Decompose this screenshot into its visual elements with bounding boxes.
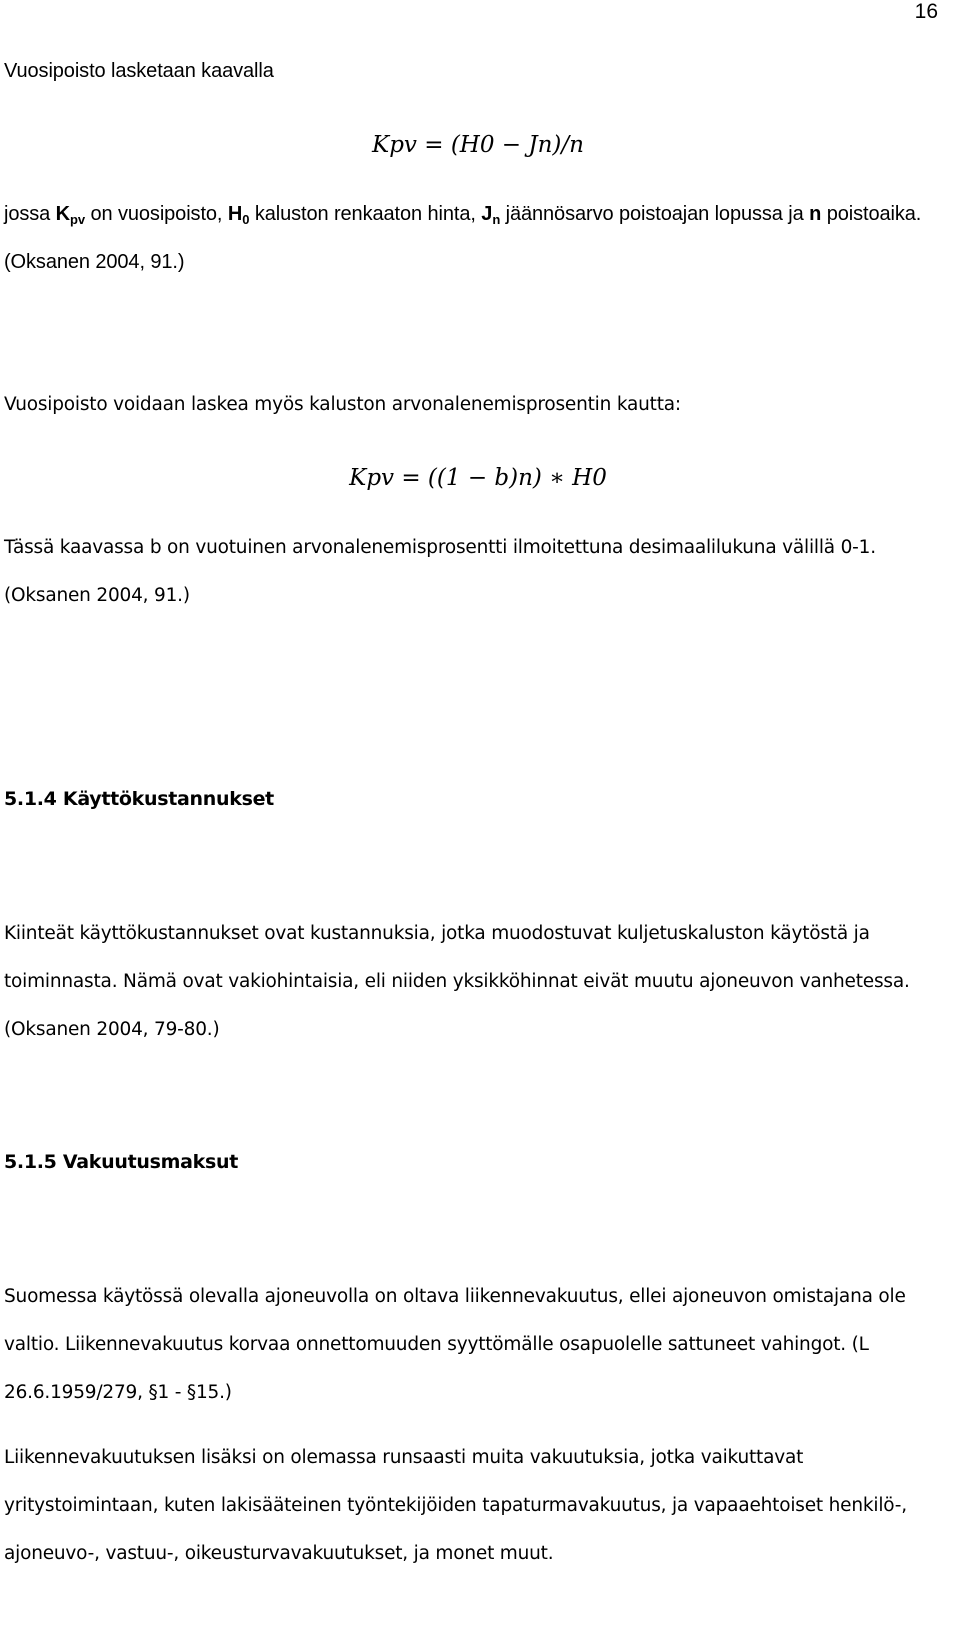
operating-costs-text: Kiinteät käyttökustannukset ovat kustannuksia, jotka muodostuvat kuljetuskaluston käytöstä ja toiminnasta. Nämä ovat vakiohintaisia, eli niiden yksikköhinnat eivät muutu ajoneuvon vanhetessa. (Oksanen 2004, 79-80.) xyxy=(4,923,910,1040)
depreciation-intro: Vuosipoisto lasketaan kaavalla xyxy=(4,60,274,82)
var-n: n xyxy=(809,203,822,225)
page-number: 16 xyxy=(914,0,938,23)
insurance-text-2: Liikennevakuutuksen lisäksi on olemassa runsaasti muita vakuutuksia, jotka vaikuttavat yritystoimintaan, kuten lakisääteinen työntekijöiden tapaturmavakuutus, ja vapaaehtoiset henkilö-, ajoneuvo-, vastuu-, oikeusturvavakuutukset, ja monet muut. xyxy=(4,1447,907,1564)
formula-depreciation: Kpv = (H0 − Jn)/n xyxy=(372,132,584,158)
insurance-text-1: Suomessa käytössä olevalla ajoneuvolla on oltava liikennevakuutus, ellei ajoneuvon omistajana ole valtio. Liikennevakuutus korvaa onnettomuuden syyttömälle osapuolelle sattuneet vahingot. (L 26.6.1959/279, §1 - §15.) xyxy=(4,1286,906,1403)
variable-explanation: jossa $K_{pv}$ on vuosipoisto, $H_0$ kaluston renkaaton hinta, $J_n$ jäännösarvo poistoajan lopussa ja n poistoaika. (Oksanen 2004, 91.) xyxy=(4,203,922,273)
formula-alternative: Kpv = ((1 − b)n) ∗ H0 xyxy=(349,465,607,491)
alternative-intro: Vuosipoisto voidaan laskea myös kaluston arvonalenemisprosentin kautta: xyxy=(4,394,681,415)
var-h: $H_0$ xyxy=(227,203,250,227)
alternative-explanation: Tässä kaavassa b on vuotuinen arvonalenemisprosentti ilmoitettuna desimaalilukuna välillä 0-1. (Oksanen 2004, 91.) xyxy=(4,537,876,606)
heading-operating-costs: 5.1.4 Käyttökustannukset xyxy=(4,788,274,810)
var-k: $K_{pv}$ xyxy=(55,203,85,227)
var-j: $J_n$ xyxy=(481,203,501,227)
heading-insurance: 5.1.5 Vakuutusmaksut xyxy=(4,1151,238,1173)
